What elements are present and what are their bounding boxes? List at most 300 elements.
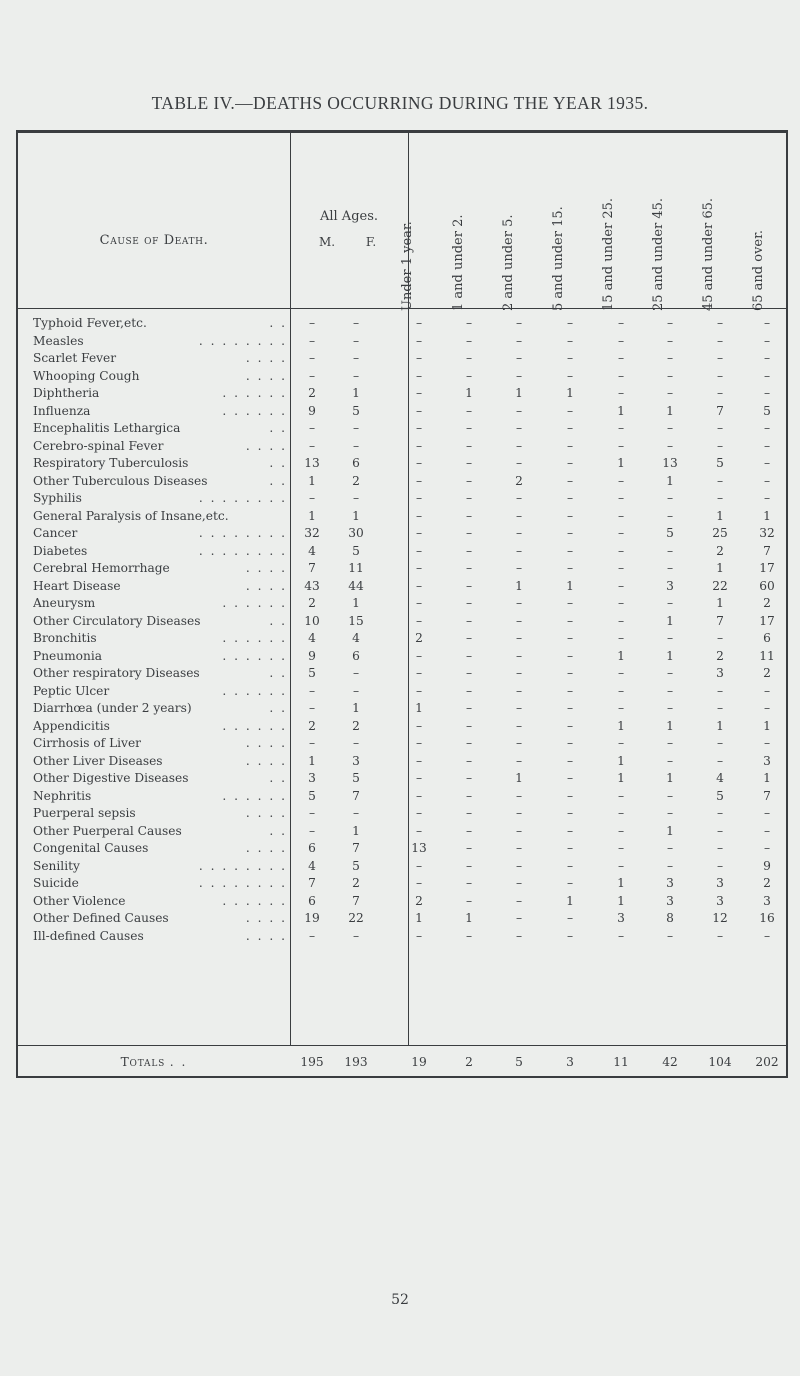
value-cell: – <box>465 718 473 733</box>
value-cell: 7 <box>352 788 360 803</box>
value-cell: – <box>515 683 523 698</box>
value-cell: – <box>515 648 523 663</box>
table-row <box>18 929 786 946</box>
value-cell: 1 <box>666 771 674 785</box>
value-cell: – <box>308 333 316 348</box>
value-cell: 17 <box>759 561 775 575</box>
value-cell: – <box>465 508 473 523</box>
value-cell: 7 <box>308 876 316 890</box>
value-cell: – <box>415 806 423 820</box>
value-cell: 1 <box>352 386 360 400</box>
table-row <box>18 736 786 753</box>
value-cell: – <box>308 701 316 715</box>
cause-cell: Cancer . . . . . . . . <box>33 526 287 540</box>
value-cell: – <box>566 438 574 453</box>
value-cell: – <box>515 561 523 575</box>
value-cell: 2 <box>352 876 360 890</box>
female-header: F. <box>365 235 377 249</box>
value-cell: – <box>465 368 473 383</box>
value-cell: – <box>617 438 625 453</box>
value-cell: – <box>666 736 674 750</box>
value-cell: – <box>666 858 674 873</box>
cause-cell: Diabetes . . . . . . . . <box>33 543 287 558</box>
value-cell: 5 <box>308 666 316 680</box>
cause-cell: Nephritis . . . . . . <box>33 788 287 803</box>
value-cell: – <box>617 543 625 558</box>
value-cell: 2 <box>763 596 771 610</box>
value-cell: 1 <box>352 823 360 838</box>
cause-cell: Congenital Causes . . . . <box>33 841 287 855</box>
value-cell: 1 <box>566 893 574 908</box>
value-cell: – <box>566 911 574 925</box>
value-cell: – <box>763 491 771 505</box>
table-row <box>18 474 786 491</box>
value-cell: – <box>515 613 523 628</box>
value-cell: 1 <box>308 753 316 768</box>
value-cell: – <box>566 788 574 803</box>
value-cell: – <box>566 473 574 488</box>
value-cell: 3 <box>666 876 674 890</box>
value-cell: 6 <box>352 648 360 663</box>
value-cell: – <box>515 403 523 418</box>
value-cell: – <box>716 928 724 943</box>
value-cell: – <box>617 561 625 575</box>
value-cell: 3 <box>617 911 625 925</box>
value-cell: 43 <box>304 578 320 593</box>
value-cell: – <box>415 508 423 523</box>
value-cell: – <box>617 316 625 330</box>
value-cell: 5 <box>352 771 360 785</box>
value-cell: – <box>352 421 360 435</box>
all-ages-header: All Ages. <box>319 209 379 224</box>
value-cell: – <box>308 806 316 820</box>
value-cell: 32 <box>304 526 320 540</box>
table-row <box>18 456 786 473</box>
value-cell: 13 <box>304 456 320 470</box>
value-cell: – <box>763 438 771 453</box>
value-cell: 1 <box>465 911 473 925</box>
value-cell: – <box>465 491 473 505</box>
value-cell: – <box>465 858 473 873</box>
value-cell: – <box>666 841 674 855</box>
value-cell: – <box>566 561 574 575</box>
table-row <box>18 824 786 841</box>
value-cell: – <box>566 333 574 348</box>
value-cell: 1 <box>352 596 360 610</box>
value-cell: – <box>515 736 523 750</box>
table-row <box>18 386 786 403</box>
cause-cell: Peptic Ulcer . . . . . . <box>33 683 287 698</box>
value-cell: – <box>763 823 771 838</box>
value-cell: 6 <box>352 456 360 470</box>
value-cell: 5 <box>352 403 360 418</box>
value-cell: – <box>617 806 625 820</box>
table-row <box>18 789 786 806</box>
cause-cell: Bronchitis . . . . . . <box>33 631 287 645</box>
value-cell: – <box>617 333 625 348</box>
value-cell: 1 <box>666 823 674 838</box>
value-cell: – <box>415 718 423 733</box>
value-cell: – <box>515 631 523 645</box>
value-cell: – <box>617 491 625 505</box>
value-cell: – <box>352 928 360 943</box>
value-cell: – <box>617 351 625 365</box>
value-cell: – <box>716 386 724 400</box>
value-cell: – <box>465 683 473 698</box>
cause-cell: Appendicitis . . . . . . <box>33 718 287 733</box>
value-cell: – <box>566 701 574 715</box>
value-cell: – <box>566 823 574 838</box>
value-cell: 44 <box>348 578 364 593</box>
cause-cell: Senility . . . . . . . . <box>33 858 287 873</box>
table-row <box>18 491 786 508</box>
value-cell: 1 <box>666 648 674 663</box>
value-cell: 6 <box>308 841 316 855</box>
value-cell: 1 <box>716 561 724 575</box>
value-cell: – <box>617 421 625 435</box>
cause-cell: Cirrhosis of Liver . . . . <box>33 736 287 750</box>
value-cell: – <box>415 543 423 558</box>
value-cell: – <box>763 841 771 855</box>
value-cell: 2 <box>415 893 423 908</box>
value-cell: 1 <box>465 386 473 400</box>
value-cell: 3 <box>352 753 360 768</box>
table-row <box>18 369 786 386</box>
table-row <box>18 806 786 823</box>
value-cell: 60 <box>759 578 775 593</box>
value-cell: – <box>716 316 724 330</box>
value-cell: – <box>566 666 574 680</box>
value-cell: 2 <box>716 543 724 558</box>
value-cell: – <box>566 613 574 628</box>
value-cell: – <box>415 351 423 365</box>
value-cell: 2 <box>308 386 316 400</box>
total-cell: 202 <box>755 1055 779 1069</box>
value-cell: – <box>415 386 423 400</box>
value-cell: – <box>465 543 473 558</box>
value-cell: – <box>465 631 473 645</box>
cause-cell: Influenza . . . . . . <box>33 403 287 418</box>
value-cell: – <box>515 823 523 838</box>
value-cell: – <box>465 596 473 610</box>
table-row <box>18 859 786 876</box>
table-row <box>18 684 786 701</box>
cause-cell: Suicide . . . . . . . . <box>33 876 287 890</box>
value-cell: – <box>308 438 316 453</box>
age-group-header: 2 and under 5. <box>501 214 516 311</box>
value-cell: – <box>566 771 574 785</box>
value-cell: – <box>666 316 674 330</box>
table-row <box>18 596 786 613</box>
value-cell: – <box>666 543 674 558</box>
table-row <box>18 666 786 683</box>
value-cell: 1 <box>666 473 674 488</box>
value-cell: – <box>352 666 360 680</box>
value-cell: – <box>415 526 423 540</box>
value-cell: – <box>465 473 473 488</box>
value-cell: 5 <box>352 858 360 873</box>
value-cell: 9 <box>763 858 771 873</box>
value-cell: 1 <box>617 456 625 470</box>
value-cell: – <box>666 491 674 505</box>
value-cell: 3 <box>716 666 724 680</box>
value-cell: 11 <box>759 648 775 663</box>
value-cell: – <box>566 456 574 470</box>
value-cell: – <box>617 841 625 855</box>
value-cell: – <box>465 421 473 435</box>
value-cell: – <box>617 683 625 698</box>
value-cell: 30 <box>348 526 364 540</box>
value-cell: – <box>566 631 574 645</box>
value-cell: – <box>415 456 423 470</box>
cause-cell: Aneurysm . . . . . . <box>33 596 287 610</box>
value-cell: – <box>465 806 473 820</box>
value-cell: 1 <box>515 578 523 593</box>
value-cell: – <box>465 648 473 663</box>
value-cell: – <box>465 841 473 855</box>
value-cell: – <box>515 368 523 383</box>
value-cell: – <box>352 333 360 348</box>
value-cell: – <box>415 421 423 435</box>
value-cell: – <box>763 736 771 750</box>
value-cell: – <box>666 666 674 680</box>
value-cell: – <box>763 806 771 820</box>
age-group-header: 45 and under 65. <box>701 197 716 311</box>
value-cell: – <box>465 666 473 680</box>
value-cell: – <box>465 578 473 593</box>
table-title: TABLE IV.—DEATHS OCCURRING DURING THE YEAR 1935. <box>151 93 649 113</box>
value-cell: – <box>716 368 724 383</box>
value-cell: 4 <box>308 858 316 873</box>
value-cell: 7 <box>763 788 771 803</box>
value-cell: – <box>716 736 724 750</box>
value-cell: 7 <box>763 543 771 558</box>
value-cell: – <box>566 876 574 890</box>
table-row <box>18 316 786 333</box>
value-cell: – <box>666 561 674 575</box>
cause-cell: Other Violence . . . . . . <box>33 893 287 908</box>
value-cell: 25 <box>712 526 728 540</box>
value-cell: 1 <box>515 771 523 785</box>
cause-cell: Syphilis . . . . . . . . <box>33 491 287 505</box>
value-cell: – <box>716 491 724 505</box>
value-cell: – <box>566 508 574 523</box>
value-cell: – <box>716 806 724 820</box>
value-cell: 6 <box>308 893 316 908</box>
value-cell: 2 <box>515 473 523 488</box>
value-cell: – <box>465 613 473 628</box>
value-cell: – <box>716 823 724 838</box>
value-cell: – <box>465 893 473 908</box>
value-cell: 2 <box>763 666 771 680</box>
male-header: M. <box>318 235 336 249</box>
value-cell: – <box>763 386 771 400</box>
value-cell: – <box>515 928 523 943</box>
cause-cell: Scarlet Fever . . . . <box>33 351 287 365</box>
value-cell: 1 <box>308 508 316 523</box>
value-cell: – <box>617 508 625 523</box>
value-cell: – <box>415 561 423 575</box>
value-cell: – <box>617 666 625 680</box>
value-cell: – <box>415 403 423 418</box>
value-cell: 2 <box>763 876 771 890</box>
value-cell: 11 <box>348 561 364 575</box>
value-cell: – <box>617 701 625 715</box>
value-cell: – <box>515 456 523 470</box>
value-cell: 2 <box>308 596 316 610</box>
value-cell: – <box>415 316 423 330</box>
value-cell: – <box>465 333 473 348</box>
value-cell: 3 <box>716 893 724 908</box>
value-cell: 3 <box>666 578 674 593</box>
value-cell: 2 <box>352 473 360 488</box>
value-cell: – <box>515 753 523 768</box>
value-cell: 5 <box>716 456 724 470</box>
value-cell: 1 <box>763 718 771 733</box>
value-cell: 1 <box>415 701 423 715</box>
value-cell: 1 <box>666 613 674 628</box>
value-cell: – <box>763 456 771 470</box>
value-cell: 1 <box>617 876 625 890</box>
total-cell: 2 <box>465 1055 473 1069</box>
value-cell: – <box>352 351 360 365</box>
value-cell: – <box>415 753 423 768</box>
value-cell: – <box>666 631 674 645</box>
value-cell: 1 <box>515 386 523 400</box>
value-cell: – <box>308 928 316 943</box>
age-group-header: 25 and under 45. <box>651 197 666 311</box>
table-row <box>18 351 786 368</box>
value-cell: – <box>566 753 574 768</box>
value-cell: – <box>415 666 423 680</box>
table-row <box>18 334 786 351</box>
table-row <box>18 509 786 526</box>
age-group-header: 65 and over. <box>751 229 766 311</box>
value-cell: – <box>352 368 360 383</box>
value-cell: 1 <box>352 508 360 523</box>
value-cell: – <box>352 316 360 330</box>
value-cell: 1 <box>763 771 771 785</box>
value-cell: – <box>415 491 423 505</box>
value-cell: – <box>763 683 771 698</box>
value-cell: – <box>666 351 674 365</box>
value-cell: – <box>465 561 473 575</box>
cause-cell: Cerebral Hemorrhage . . . . <box>33 561 287 575</box>
value-cell: 1 <box>566 386 574 400</box>
value-cell: 10 <box>304 613 320 628</box>
age-group-header: 15 and under 25. <box>601 197 616 311</box>
value-cell: – <box>465 876 473 890</box>
value-cell: – <box>617 928 625 943</box>
value-cell: – <box>515 421 523 435</box>
value-cell: – <box>666 753 674 768</box>
value-cell: – <box>617 613 625 628</box>
value-cell: – <box>617 823 625 838</box>
cause-cell: Whooping Cough . . . . <box>33 368 287 383</box>
value-cell: – <box>415 368 423 383</box>
value-cell: – <box>716 753 724 768</box>
value-cell: – <box>515 806 523 820</box>
value-cell: 3 <box>666 893 674 908</box>
value-cell: – <box>515 596 523 610</box>
value-cell: 2 <box>352 718 360 733</box>
value-cell: – <box>566 351 574 365</box>
value-cell: – <box>415 683 423 698</box>
age-group-header: Under 1 year. <box>400 221 415 311</box>
cause-cell: Heart Disease . . . . <box>33 578 287 593</box>
table-row <box>18 439 786 456</box>
value-cell: 7 <box>352 893 360 908</box>
value-cell: – <box>515 701 523 715</box>
value-cell: – <box>566 806 574 820</box>
value-cell: – <box>716 473 724 488</box>
total-cell: 104 <box>708 1055 732 1069</box>
value-cell: – <box>666 368 674 383</box>
deaths-table <box>16 130 788 1078</box>
value-cell: – <box>352 806 360 820</box>
total-cell: 5 <box>515 1055 523 1069</box>
value-cell: 1 <box>308 473 316 488</box>
value-cell: 5 <box>763 403 771 418</box>
value-cell: 5 <box>352 543 360 558</box>
value-cell: 2 <box>415 631 423 645</box>
value-cell: – <box>465 753 473 768</box>
value-cell: – <box>352 736 360 750</box>
value-cell: – <box>617 368 625 383</box>
value-cell: 15 <box>348 613 364 628</box>
value-cell: – <box>566 858 574 873</box>
cause-cell: Ill-defined Causes . . . . <box>33 928 287 943</box>
value-cell: – <box>716 438 724 453</box>
value-cell: – <box>566 368 574 383</box>
table-row <box>18 561 786 578</box>
value-cell: 1 <box>716 508 724 523</box>
value-cell: – <box>763 701 771 715</box>
value-cell: – <box>515 893 523 908</box>
value-cell: 7 <box>308 561 316 575</box>
value-cell: – <box>617 736 625 750</box>
value-cell: – <box>415 876 423 890</box>
value-cell: 8 <box>666 911 674 925</box>
value-cell: 5 <box>666 526 674 540</box>
cause-cell: Diarrhœa (under 2 years) . . <box>33 701 287 715</box>
value-cell: – <box>566 421 574 435</box>
value-cell: – <box>308 368 316 383</box>
value-cell: 22 <box>348 911 364 925</box>
value-cell: 1 <box>617 718 625 733</box>
table-row <box>18 631 786 648</box>
value-cell: – <box>566 543 574 558</box>
value-cell: 19 <box>304 911 320 925</box>
value-cell: 4 <box>716 771 724 785</box>
cause-cell: Other Liver Diseases . . . . <box>33 753 287 768</box>
value-cell: – <box>465 788 473 803</box>
table-row <box>18 649 786 666</box>
value-cell: – <box>666 438 674 453</box>
value-cell: 3 <box>308 771 316 785</box>
value-cell: 13 <box>411 841 427 855</box>
value-cell: 1 <box>763 508 771 523</box>
value-cell: – <box>352 438 360 453</box>
value-cell: – <box>666 806 674 820</box>
value-cell: – <box>666 701 674 715</box>
value-cell: – <box>515 543 523 558</box>
total-cell: 193 <box>344 1055 368 1069</box>
value-cell: – <box>566 596 574 610</box>
page-number: 52 <box>391 1292 409 1308</box>
value-cell: – <box>666 421 674 435</box>
cause-cell: Other Defined Causes . . . . <box>33 911 287 925</box>
